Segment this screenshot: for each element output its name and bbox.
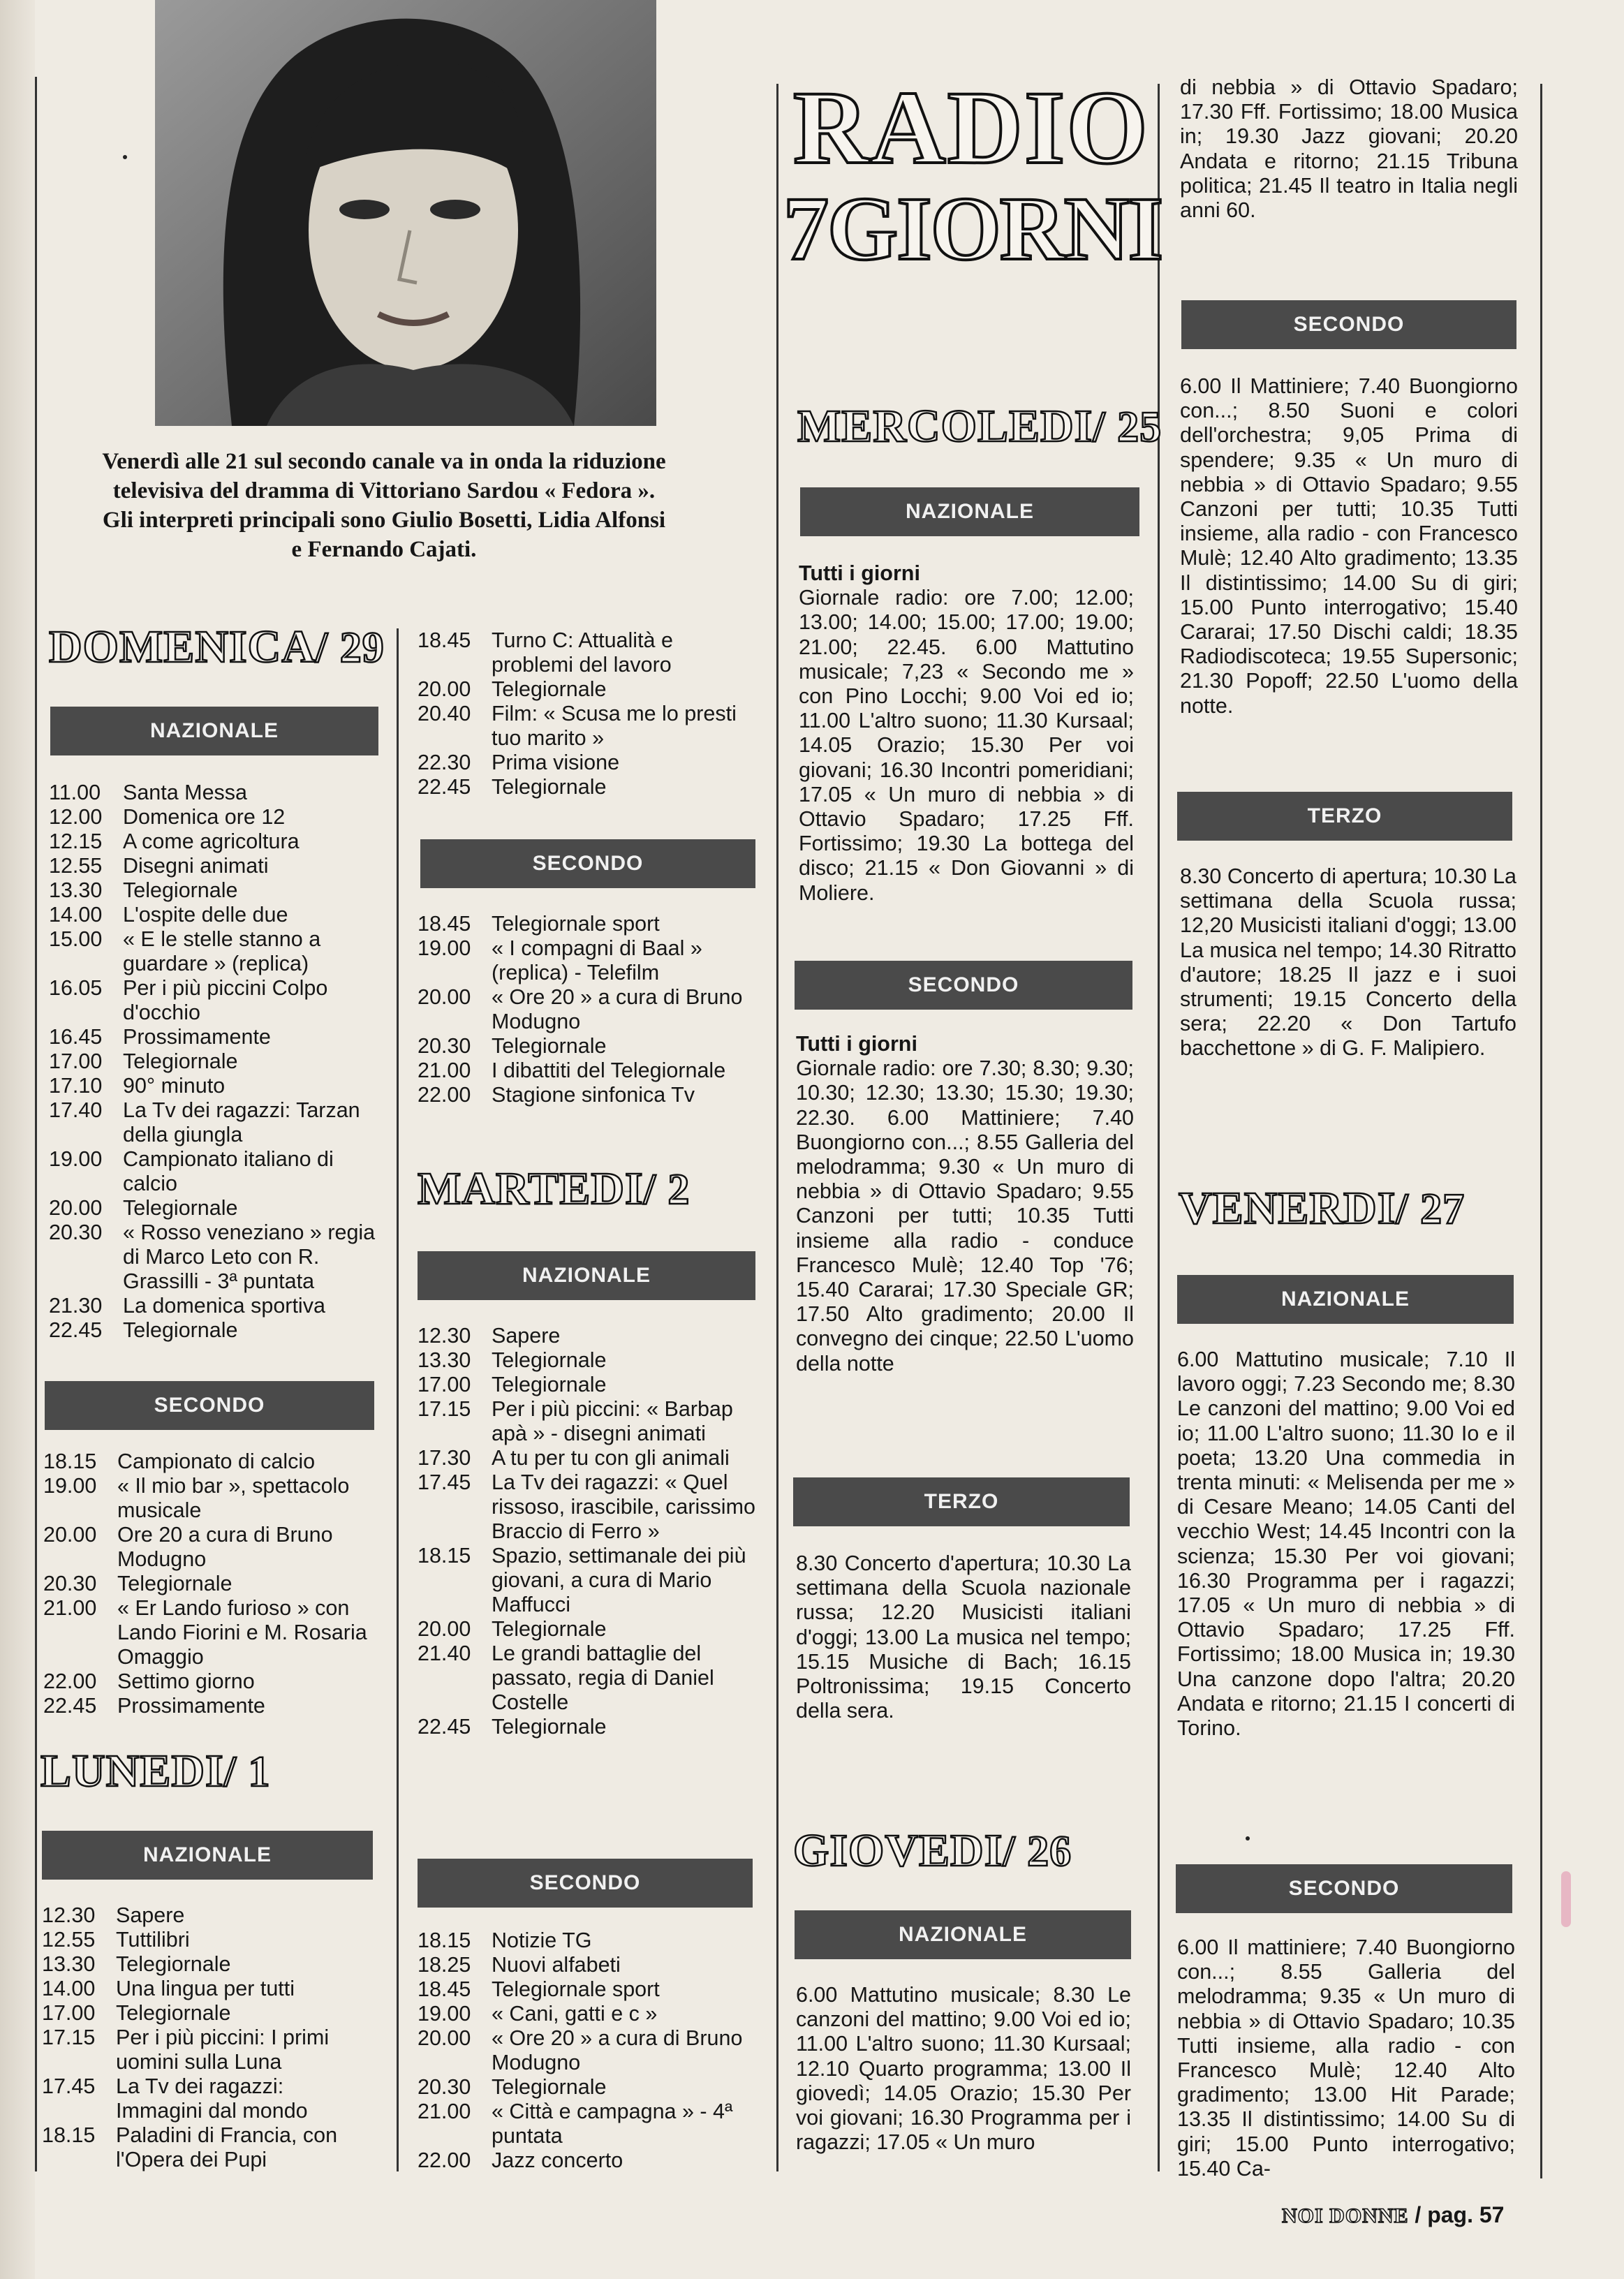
program-row: 20.40 Film: « Scusa me lo presti tuo marito » — [418, 702, 737, 750]
radio-venerdi-secondo — [1177, 1935, 1515, 2181]
page-number: / pag. 57 — [1415, 2202, 1505, 2227]
program-row: 21.00 I dibattiti del Telegiornale — [418, 1059, 726, 1082]
schedule-domenica-nazionale — [49, 781, 377, 1343]
portrait-illustration — [155, 0, 656, 426]
program-row: 21.30 La domenica sportiva — [49, 1294, 325, 1318]
day-heading-giovedi — [793, 1824, 1072, 1879]
program-row: 22.00 Settimo giorno — [43, 1669, 255, 1693]
schedule-lunedi-secondo — [418, 912, 757, 1107]
program-text: 6.00 Il mattiniere; 7.40 Buongiorno con...; 8.55 Galleria del melodramma; 9.35 « Un muro di nebbia » di Ottavio Spadaro; 10.35 Tutti insieme, alla radio - con Francesco Mulè; 12.40 Alto gradimento; 13.00 Hit Parade; 13.35 Il distintissimo; 14.00 Su di giri; 15.00 Punto interrogativo; 15.40 Ca- — [1177, 1935, 1515, 2181]
program-row: 17.00 Telegiornale — [42, 2001, 231, 2025]
day-name: DOMENICA — [49, 621, 316, 672]
program-row: 12.30 Sapere — [42, 1903, 185, 1927]
program-row: 18.45 Telegiornale sport — [418, 1977, 660, 2001]
program-text: 6.00 Il Mattiniere; 7.40 Buongiorno con...; 8.50 Suoni e colori dell'orchestra; 9,05 Prima di spendere; 9.35 « Un muro di nebbia » di Ottavio Spadaro; 9.55 Canzoni per tutti; 10.35 Tutti insieme, alla radio - con Francesco Mulè; 12.40 Alto gradimento; 13.35 Il distintissimo; 14.00 Su di giri; 15.00 Punto interrogativo; 15.40 Cararai; 17.50 Dischi caldi; 18.35 Radiodiscoteca; 19.55 Supersonic; 21.30 Popoff; 22.50 L'uomo della notte. — [1180, 374, 1518, 718]
program-row: 18.15 Notizie TG — [418, 1928, 592, 1952]
program-row: 20.00 Telegiornale — [418, 677, 607, 701]
channel-bar-terzo: TERZO — [793, 1477, 1130, 1526]
day-number: / 25 — [1093, 404, 1162, 451]
program-row: 14.00 Una lingua per tutti — [42, 1977, 295, 2000]
program-row: 19.00 « Il mio bar », spettacolo musicale — [43, 1474, 350, 1522]
program-row: 12.55 Disegni animati — [49, 854, 269, 878]
program-row: 18.15 Spazio, settimanale dei più giovani, a cura di Mario Maffucci — [418, 1544, 746, 1616]
program-row: 20.00 « Ore 20 » a cura di Bruno Modugno — [418, 2026, 743, 2074]
program-row: 20.00 Telegiornale — [49, 1196, 238, 1220]
program-text: 6.00 Mattutino musicale; 7.10 Il lavoro oggi; 7.23 Secondo me; 8.30 Le canzoni del mattino; 9.00 Voi ed io; 11.00 L'altro suono; 11.30 Io e il poeta; 13.20 Una commedia in trenta minuti: « Melisenda per me » di Cesare Meano; 14.05 Canti del vecchio West; 14.45 Incontri con la scienza; 15.30 Per voi giovani; 16.30 Programma per i ragazzi; 17.05 « Un muro di nebbia » di Ottavio Spadaro; 17.25 Fff. Fortissimo; 18.00 Musica in; 19.30 Una canzone dopo l'altra; 20.20 Andata e ritorno; 21.15 I concerti di Torino. — [1177, 1348, 1515, 1741]
day-heading-mercoledi — [797, 399, 1162, 455]
page-gutter — [0, 0, 35, 2279]
channel-bar-secondo: SECONDO — [795, 961, 1132, 1010]
print-speck — [123, 155, 127, 159]
program-row: 22.45 Telegiornale — [49, 1318, 238, 1342]
schedule-martedi-nazionale — [418, 1324, 757, 1739]
program-row: 20.30 Telegiornale — [418, 1034, 607, 1058]
program-row: 22.00 Jazz concerto — [418, 2148, 623, 2172]
channel-bar-nazionale: NAZIONALE — [42, 1831, 373, 1880]
channel-bar-nazionale: NAZIONALE — [1177, 1275, 1514, 1324]
channel-bar-secondo: SECONDO — [420, 839, 755, 888]
program-row: 19.00 « Cani, gatti e c » — [418, 2002, 658, 2026]
program-row: 11.00 Santa Messa — [49, 781, 248, 804]
day-heading-venerdi — [1179, 1181, 1465, 1237]
program-row: 18.25 Nuovi alfabeti — [418, 1953, 621, 1977]
program-row: 13.30 Telegiornale — [418, 1348, 607, 1372]
channel-bar-nazionale: NAZIONALE — [800, 487, 1139, 536]
program-row: 22.45 Telegiornale — [418, 1715, 607, 1739]
program-row: 17.15 Per i più piccini: « Barbap apà » - disegni animati — [418, 1397, 733, 1445]
print-speck — [1246, 1836, 1250, 1841]
channel-bar-secondo: SECONDO — [45, 1381, 374, 1430]
program-row: 17.30 A tu per tu con gli animali — [418, 1446, 730, 1470]
program-text: 8.30 Concerto d'apertura; 10.30 La settimana della Scuola nazionale russa; 12.20 Musicisti italiani d'oggi; 13.00 La musica nel tempo; 15.15 Musiche di Bach; 16.15 Poltronissima; 19.15 Concerto della sera. — [796, 1551, 1131, 1723]
program-row: 17.00 Telegiornale — [418, 1373, 607, 1396]
radio-venerdi-nazionale — [1177, 1348, 1515, 1741]
channel-bar-terzo: TERZO — [1177, 792, 1512, 841]
program-row: 17.10 90° minuto — [49, 1074, 226, 1098]
column-rule — [1158, 84, 1160, 2171]
program-row: 18.45 Telegiornale sport — [418, 912, 660, 936]
program-row: 12.55 Tuttilibri — [42, 1928, 190, 1952]
subheading: Tutti i giorni — [796, 1032, 917, 1056]
day-name: LUNEDI — [40, 1746, 224, 1797]
program-text: Giornale radio: ore 7.00; 12.00; 13.00; 14.00; 15.00; 17.00; 19.00; 21.00; 22.45. 6.00 Mattutino musicale; 7,23 « Secondo me » con Pino Locchi; 9.00 Voi ed io; 11.00 L'altro suono; 11.30 Kursaal; 14.05 Orazio; 15.30 Per voi giovani; 16.30 Incontri pomeridiani; 17.05 « Un muro di nebbia » di Ottavio Spadaro; 17.25 Fff. Fortissimo; 19.30 La bottega del disco; 21.15 « Don Giovanni » di Moliere. — [799, 586, 1134, 905]
day-heading-lunedi — [40, 1744, 270, 1799]
program-row: 20.00 Ore 20 a cura di Bruno Modugno — [43, 1523, 333, 1571]
program-row: 17.45 La Tv dei ragazzi: « Quel rissoso, irascibile, carissimo Braccio di Ferro » — [418, 1470, 755, 1543]
day-number: / 27 — [1396, 1186, 1466, 1233]
program-text: 6.00 Mattutino musicale; 8.30 Le canzoni del mattino; 9.00 Voi ed io; 11.00 L'altro suono; 11.30 Kursaal; 12.10 Quarto programma; 13.00 Il giovedì; 14.05 Orazio; 15.30 Per voi giovani; 16.30 Programma per i ragazzi; 17.05 « Un muro — [796, 1983, 1131, 2155]
photo-caption: Venerdì alle 21 sul secondo canale va in onda la riduzione televisiva del dramma di Vittoriano Sardou « Fedora ». Gli interpreti principali sono Giulio Bosetti, Lidia Alfonsi e Fernando Cajati. — [102, 449, 666, 562]
program-row: 22.45 Prossimamente — [43, 1694, 265, 1718]
schedule-martedi-secondo — [418, 1928, 757, 2173]
program-row: 13.30 Telegiornale — [49, 878, 238, 902]
day-name: VENERDI — [1179, 1183, 1396, 1234]
radio-mercoledi-nazionale — [799, 561, 1134, 906]
program-row: 18.15 Campionato di calcio — [43, 1450, 316, 1473]
radio-mercoledi-secondo — [796, 1032, 1134, 1376]
page-footer — [1282, 2202, 1504, 2228]
day-name: MARTEDI — [418, 1163, 644, 1214]
radio-giovedi-secondo — [1180, 374, 1518, 718]
schedule-domenica-secondo — [43, 1450, 377, 1718]
schedule-lunedi-nazionale — [42, 1903, 376, 2172]
column-rule — [35, 77, 37, 2171]
program-row: 18.45 Turno C: Attualità e problemi del lavoro — [418, 628, 673, 677]
channel-bar-nazionale: NAZIONALE — [795, 1910, 1131, 1959]
program-row: 13.30 Telegiornale — [42, 1952, 231, 1976]
program-row: 20.30 Telegiornale — [418, 2075, 607, 2099]
program-row: 17.40 La Tv dei ragazzi: Tarzan della giungla — [49, 1098, 360, 1146]
day-number: / 2 — [643, 1166, 691, 1214]
day-name: MERCOLEDI — [797, 401, 1093, 452]
program-text: Giornale radio: ore 7.30; 8.30; 9.30; 10.30; 12.30; 13.30; 15.30; 19.30; 22.30. 6.00 Mattiniere; 7.40 Buongiorno con...; 8.55 Galleria del melodramma; 9.30 « Un muro di nebbia » di Ottavio Spadaro; 9.55 Canzoni per tutti; 10.35 Tutti insieme alla radio - conduce Francesco Mulè; 12.40 Top '76; 15.40 Cararai; 17.30 Speciale GR; 17.50 Alto gradimento; 20.00 Il convegno dei cinque; 22.50 L'uomo della notte — [796, 1056, 1134, 1375]
program-text: 8.30 Concerto di apertura; 10.30 La settimana della Scuola russa; 12,20 Musicisti italiani d'oggi; 13.00 La musica nel tempo; 14.30 Ritratto d'autore; 18.25 Il jazz e i suoi strumenti; 19.15 Concerto della sera; 22.20 « Don Tartufo bacchettone » di G. F. Malipiero. — [1180, 864, 1516, 1061]
program-row: 18.15 Paladini di Francia, con l'Opera dei Pupi — [42, 2123, 338, 2171]
program-row: 15.00 « E le stelle stanno a guardare » (replica) — [49, 927, 321, 975]
program-row: 21.00 « Er Lando furioso » con Lando Fiorini e M. Rosaria Omaggio — [43, 1596, 367, 1669]
program-row: 20.30 Telegiornale — [43, 1572, 232, 1595]
program-row: 22.45 Telegiornale — [418, 775, 607, 799]
day-name: GIOVEDI — [793, 1825, 1003, 1876]
program-row: 21.40 Le grandi battaglie del passato, regia di Daniel Costelle — [418, 1642, 714, 1714]
print-mark — [1561, 1871, 1571, 1927]
section-title — [783, 70, 1162, 279]
program-row: 12.00 Domenica ore 12 — [49, 805, 286, 829]
channel-bar-nazionale: NAZIONALE — [50, 707, 378, 755]
program-row: 12.30 Sapere — [418, 1324, 561, 1348]
column-rule — [776, 84, 778, 2171]
channel-bar-nazionale: NAZIONALE — [418, 1251, 755, 1300]
title-line-1: RADIO — [792, 70, 1150, 186]
radio-giovedi-nazionale-cont — [1180, 75, 1518, 223]
program-row: 16.45 Prossimamente — [49, 1025, 271, 1049]
column-rule — [1540, 84, 1542, 2178]
column-rule — [397, 628, 399, 2171]
program-row: 22.30 Prima visione — [418, 751, 620, 774]
program-row: 20.00 Telegiornale — [418, 1617, 607, 1641]
title-line-2: 7GIORNI — [783, 179, 1162, 279]
program-row: 16.05 Per i più piccini Colpo d'occhio — [49, 976, 328, 1024]
radio-giovedi-terzo — [1180, 864, 1516, 1061]
day-number: / 1 — [223, 1748, 271, 1796]
day-number: / 29 — [316, 624, 385, 672]
program-text: di nebbia » di Ottavio Spadaro; 17.30 Fff. Fortissimo; 18.00 Musica in; 19.30 Jazz giovani; 20.20 Andata e ritorno; 21.15 Tribuna politica; 21.45 Il teatro in Italia negli anni 60. — [1180, 75, 1518, 223]
magazine-logo: NOI DONNE — [1282, 2204, 1409, 2227]
day-heading-martedi — [418, 1162, 690, 1217]
portrait-photo — [155, 0, 656, 426]
radio-mercoledi-terzo — [796, 1551, 1131, 1723]
program-row: 17.45 La Tv dei ragazzi: Immagini dal mondo — [42, 2074, 308, 2123]
program-row: 17.00 Telegiornale — [49, 1049, 238, 1073]
channel-bar-secondo: SECONDO — [1176, 1864, 1512, 1913]
channel-bar-secondo: SECONDO — [418, 1859, 753, 1908]
schedule-domenica-nazionale-cont — [418, 628, 757, 799]
program-row: 20.00 « Ore 20 » a cura di Bruno Modugno — [418, 985, 743, 1033]
program-row: 19.00 « I compagni di Baal » (replica) - Telefilm — [418, 936, 702, 984]
radio-giovedi-nazionale — [796, 1983, 1131, 2155]
day-number: / 26 — [1003, 1828, 1072, 1875]
channel-bar-secondo: SECONDO — [1181, 300, 1516, 349]
program-row: 19.00 Campionato italiano di calcio — [49, 1147, 334, 1195]
subheading: Tutti i giorni — [799, 561, 920, 585]
program-row: 22.00 Stagione sinfonica Tv — [418, 1083, 695, 1107]
program-row: 21.00 « Città e campagna » - 4ª puntata — [418, 2100, 733, 2148]
program-row: 12.15 A come agricoltura — [49, 829, 300, 853]
day-heading-domenica — [49, 620, 385, 675]
program-row: 17.15 Per i più piccini: I primi uomini sulla Luna — [42, 2026, 330, 2074]
program-row: 14.00 L'ospite delle due — [49, 903, 288, 927]
program-row: 20.30 « Rosso veneziano » regia di Marco Leto con R. Grassilli - 3ª puntata — [49, 1220, 376, 1293]
